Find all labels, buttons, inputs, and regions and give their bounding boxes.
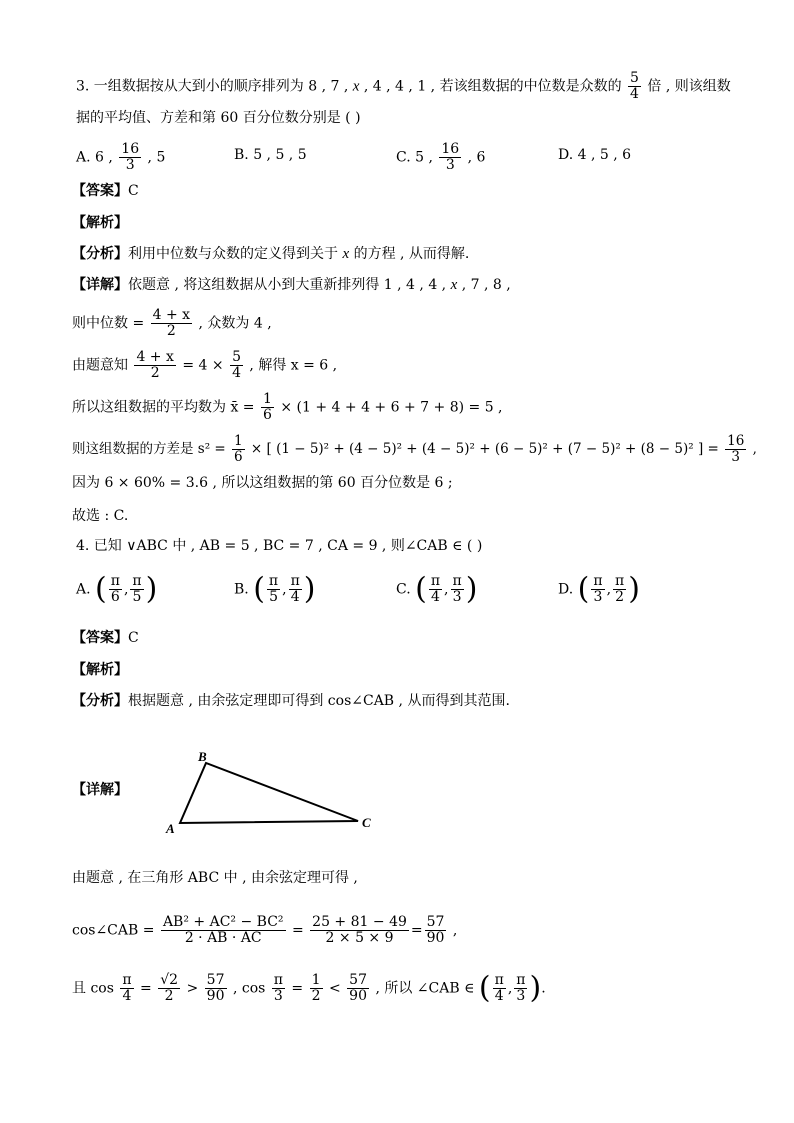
q3-detail: 【详解】依题意 , 将这组数据从小到大重新排列得 1 , 4 , 4 , x , 7 , 8 , — [72, 277, 511, 293]
q3-choose: 故选 : C. — [72, 508, 129, 524]
q4-option-d: D. ( $\frac{\pi}{3}$ , $\frac{\pi}{2}$ ) — [558, 571, 640, 607]
triangle-diagram — [160, 745, 380, 840]
q3-equation: 由题意知 $\frac{4 + x}{2}$ = 4 × $\frac{5}{4}$ , 解得 x = 6 , — [72, 349, 338, 381]
vertex-b-label: B — [198, 749, 207, 764]
q4-stem: 4. 已知 ∨ABC 中 , AB = 5 , BC = 7 , CA = 9 , 则∠CAB ∈ ( ) — [76, 538, 483, 554]
q4-detail-tag: 【详解】 — [72, 782, 128, 798]
q4-answer: 【答案】C — [72, 630, 139, 646]
q3-stem-line1: 3. 一组数据按从大到小的顺序排列为 8 , 7 , x , 4 , 4 , 1 , 若该组数据的中位数是众数的 $\frac{5}{4}$ 倍 , 则该组数 — [76, 70, 731, 102]
var-x: x — [352, 78, 360, 95]
vertex-c-label: C — [362, 815, 371, 830]
q3-mean: 所以这组数据的平均数为 x̄ = $\frac{1}{6}$ × (1 + 4 + 4 + 6 + 7 + 8) = 5 , — [72, 391, 503, 423]
q3-option-a: A. 6 , $\frac{16}{3}$ , 5 — [76, 141, 166, 173]
q3-analysis-tag: 【解析】 — [72, 215, 128, 231]
q4-option-b: B. ( $\frac{\pi}{5}$ , $\frac{\pi}{4}$ ) — [234, 571, 316, 607]
q3-percentile: 因为 6 × 60% = 3.6 , 所以这组数据的第 60 百分位数是 6 ; — [72, 475, 453, 491]
triangle-abc — [180, 763, 358, 823]
q4-intro: 由题意 , 在三角形 ABC 中 , 由余弦定理可得 , — [72, 870, 358, 886]
q3-option-d: D. 4 , 5 , 6 — [558, 147, 632, 163]
q3-variance: 则这组数据的方差是 s² = $\frac{1}{6}$ × [ (1 − 5)² + (4 − 5)² + (4 − 5)² + (6 − 5)² + (7 − 5)² + (8 − 5)² ] = $\frac{16}{3}$ , — [72, 433, 757, 465]
vertex-a-label: A — [166, 821, 175, 836]
q3-option-b: B. 5 , 5 , 5 — [234, 147, 307, 163]
q4-cosine: cos∠CAB = $\frac{\text{AB² + AC² − BC²}}{2 \cdot AB \cdot AC}$ = $\frac{25 + 81 - 49}{2 \times 5 \times 9}$ = $\frac{57}{90}$ , — [72, 914, 458, 946]
q3-fenxi: 【分析】利用中位数与众数的定义得到关于 x 的方程 , 从而得解. — [72, 246, 470, 262]
q3-answer: 【答案】C — [72, 183, 139, 199]
q4-conclusion: 且 cos $\frac{\pi}{4}$ = $\frac{√2}{2}$ > $\frac{57}{90}$ , cos $\frac{\pi}{3}$ = $\frac{1}{2}$ < $\frac{57}{90}$ , 所以 ∠CAB ∈ ( $\frac{\pi}{4}$ , $\frac{\pi}{3}$ ). — [72, 970, 546, 1006]
fraction: $\frac{5}{4}$ — [630, 70, 639, 102]
q3-option-c: C. 5 , $\frac{16}{3}$ , 6 — [396, 141, 486, 173]
q4-fenxi: 【分析】根据题意 , 由余弦定理即可得到 cos∠CAB , 从而得到其范围. — [72, 693, 510, 709]
q3-stem-line2: 据的平均值、方差和第 60 百分位数分别是 ( ) — [76, 110, 361, 126]
q3-median: 则中位数 = $\frac{4 + x}{2}$ , 众数为 4 , — [72, 307, 272, 339]
q4-option-c: C. ( $\frac{\pi}{4}$ , $\frac{\pi}{3}$ ) — [396, 571, 478, 607]
q4-option-a: A. ( $\frac{\pi}{6}$ , $\frac{\pi}{5}$ ) — [76, 571, 158, 607]
q4-analysis-tag: 【解析】 — [72, 662, 128, 678]
